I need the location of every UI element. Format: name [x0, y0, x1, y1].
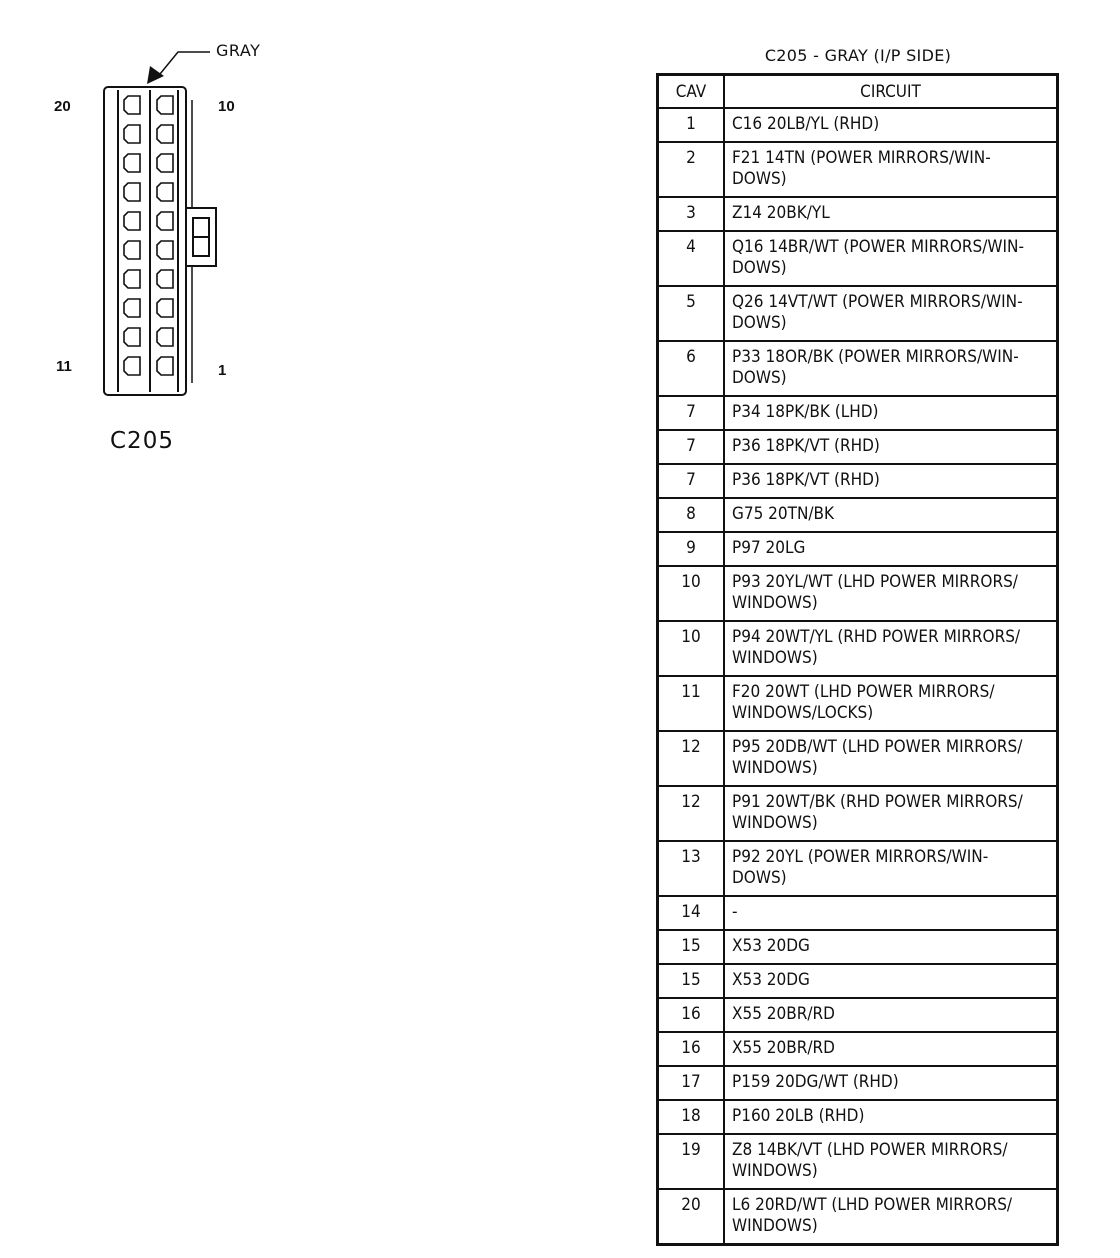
table-row	[658, 964, 1058, 998]
circuit-cell	[724, 1066, 1058, 1100]
circuit-cell	[724, 1100, 1058, 1134]
table-row	[658, 1134, 1058, 1189]
circuit-text: X55 20BR/RD	[732, 1038, 835, 1058]
cav-cell: 7	[658, 430, 725, 464]
table-row	[658, 621, 1058, 676]
circuit-cell	[724, 532, 1058, 566]
connector-cavity	[157, 154, 173, 172]
cav-cell: 15	[658, 930, 725, 964]
table-row	[658, 676, 1058, 731]
table-row	[658, 396, 1058, 430]
table-body	[658, 108, 1058, 1245]
cav-cell: 17	[658, 1066, 725, 1100]
cav-cell: 14	[658, 896, 725, 930]
pin-label-bottom-left: 11	[56, 358, 72, 375]
color-callout-label: GRAY	[216, 41, 261, 60]
table-row	[658, 786, 1058, 841]
circuit-text: P33 18OR/BK (POWER MIRRORS/WIN- DOWS)	[732, 347, 1019, 388]
circuit-text: Z8 14BK/VT (LHD POWER MIRRORS/ WINDOWS)	[732, 1140, 1008, 1181]
circuit-text: P95 20DB/WT (LHD POWER MIRRORS/ WINDOWS)	[732, 737, 1023, 778]
table-row	[658, 1100, 1058, 1134]
circuit-cell	[724, 998, 1058, 1032]
table-row	[658, 231, 1058, 286]
cav-cell: 15	[658, 964, 725, 998]
pin-label-top-right: 10	[218, 98, 235, 115]
circuit-cell	[724, 1032, 1058, 1066]
cav-cell: 11	[658, 676, 725, 731]
connector-cavity	[124, 183, 140, 201]
table-row	[658, 286, 1058, 341]
connector-cavity	[157, 183, 173, 201]
cav-cell: 10	[658, 566, 725, 621]
cav-cell: 3	[658, 197, 725, 231]
cavity-table	[656, 73, 1059, 1246]
circuit-cell	[724, 896, 1058, 930]
circuit-cell	[724, 566, 1058, 621]
table-row	[658, 1066, 1058, 1100]
table-row	[658, 197, 1058, 231]
cav-cell: 2	[658, 142, 725, 197]
circuit-text: L6 20RD/WT (LHD POWER MIRRORS/ WINDOWS)	[732, 1195, 1013, 1236]
connector-cavity	[157, 241, 173, 259]
circuit-cell	[724, 731, 1058, 786]
circuit-text: Z14 20BK/YL	[732, 203, 830, 223]
table-row	[658, 464, 1058, 498]
cav-cell: 16	[658, 998, 725, 1032]
connector-cavity	[124, 328, 140, 346]
connector-cavity	[157, 299, 173, 317]
table-row	[658, 1032, 1058, 1066]
connector-cavity	[157, 125, 173, 143]
cav-cell: 19	[658, 1134, 725, 1189]
circuit-cell	[724, 676, 1058, 731]
circuit-cell	[724, 286, 1058, 341]
circuit-cell	[724, 231, 1058, 286]
color-callout-arrow	[147, 52, 210, 84]
circuit-text: G75 20TN/BK	[732, 504, 835, 524]
circuit-cell	[724, 1134, 1058, 1189]
table-row	[658, 142, 1058, 197]
circuit-text: P93 20YL/WT (LHD POWER MIRRORS/ WINDOWS)	[732, 572, 1018, 613]
cav-cell: 1	[658, 108, 725, 142]
circuit-text: -	[732, 902, 738, 922]
circuit-cell	[724, 108, 1058, 142]
circuit-text: C16 20LB/YL (RHD)	[732, 114, 880, 134]
cav-cell: 20	[658, 1189, 725, 1245]
circuit-cell	[724, 142, 1058, 197]
circuit-cell	[724, 964, 1058, 998]
table-row	[658, 341, 1058, 396]
circuit-cell	[724, 396, 1058, 430]
cav-cell: 8	[658, 498, 725, 532]
circuit-cell	[724, 430, 1058, 464]
connector-cavity	[157, 270, 173, 288]
circuit-text: Q26 14VT/WT (POWER MIRRORS/WIN- DOWS)	[732, 292, 1023, 333]
connector-cavity	[157, 212, 173, 230]
circuit-text: P97 20LG	[732, 538, 806, 558]
table-row	[658, 998, 1058, 1032]
cav-cell: 10	[658, 621, 725, 676]
connector-name: C205	[110, 428, 174, 454]
connector-cavity	[124, 241, 140, 259]
cav-cell: 12	[658, 786, 725, 841]
circuit-cell	[724, 930, 1058, 964]
pin-label-bottom-right: 1	[218, 362, 227, 379]
header-cav: CAV	[658, 75, 725, 109]
circuit-text: P36 18PK/VT (RHD)	[732, 436, 880, 456]
circuit-cell	[724, 498, 1058, 532]
pin-label-top-left: 20	[54, 98, 71, 115]
connector-cavity	[124, 125, 140, 143]
circuit-cell	[724, 464, 1058, 498]
connector-cavity	[124, 270, 140, 288]
table-row	[658, 498, 1058, 532]
cav-cell: 5	[658, 286, 725, 341]
connector-cavity	[157, 357, 173, 375]
connector-cavity	[124, 212, 140, 230]
circuit-text: P34 18PK/BK (LHD)	[732, 402, 879, 422]
circuit-text: X53 20DG	[732, 970, 810, 990]
circuit-text: P160 20LB (RHD)	[732, 1106, 865, 1126]
circuit-text: P36 18PK/VT (RHD)	[732, 470, 880, 490]
circuit-cell	[724, 197, 1058, 231]
table-row	[658, 841, 1058, 896]
circuit-text: P91 20WT/BK (RHD POWER MIRRORS/ WINDOWS)	[732, 792, 1023, 833]
circuit-text: F21 14TN (POWER MIRRORS/WIN- DOWS)	[732, 148, 991, 189]
cav-cell: 18	[658, 1100, 725, 1134]
circuit-cell	[724, 841, 1058, 896]
connector-cavity	[124, 96, 140, 114]
cav-cell: 6	[658, 341, 725, 396]
connector-cavity	[124, 357, 140, 375]
cav-cell: 9	[658, 532, 725, 566]
table-row	[658, 532, 1058, 566]
circuit-text: P94 20WT/YL (RHD POWER MIRRORS/ WINDOWS)	[732, 627, 1021, 668]
connector-cavity	[124, 154, 140, 172]
table-row	[658, 108, 1058, 142]
table-row	[658, 430, 1058, 464]
cav-cell: 13	[658, 841, 725, 896]
connector-cavity	[157, 96, 173, 114]
cav-cell: 7	[658, 396, 725, 430]
circuit-cell	[724, 1189, 1058, 1245]
table-row	[658, 930, 1058, 964]
circuit-cell	[724, 786, 1058, 841]
circuit-text: X55 20BR/RD	[732, 1004, 835, 1024]
circuit-text: P159 20DG/WT (RHD)	[732, 1072, 899, 1092]
circuit-cell	[724, 621, 1058, 676]
cav-cell: 4	[658, 231, 725, 286]
table-row	[658, 566, 1058, 621]
cav-cell: 16	[658, 1032, 725, 1066]
cav-cell: 7	[658, 464, 725, 498]
circuit-text: F20 20WT (LHD POWER MIRRORS/ WINDOWS/LOCKS)	[732, 682, 995, 723]
circuit-text: X53 20DG	[732, 936, 810, 956]
cav-cell: 12	[658, 731, 725, 786]
connector-cavity	[124, 299, 140, 317]
circuit-cell	[724, 341, 1058, 396]
table-row	[658, 896, 1058, 930]
circuit-text: Q16 14BR/WT (POWER MIRRORS/WIN- DOWS)	[732, 237, 1024, 278]
circuit-text: P92 20YL (POWER MIRRORS/WIN- DOWS)	[732, 847, 989, 888]
connector-diagram	[0, 0, 330, 470]
connector-cavity	[157, 328, 173, 346]
header-circuit: CIRCUIT	[724, 75, 1058, 109]
table-row	[658, 1189, 1058, 1245]
table-title: C205 - GRAY (I/P SIDE)	[764, 46, 952, 65]
table-header-row	[658, 75, 1058, 109]
table-row	[658, 731, 1058, 786]
